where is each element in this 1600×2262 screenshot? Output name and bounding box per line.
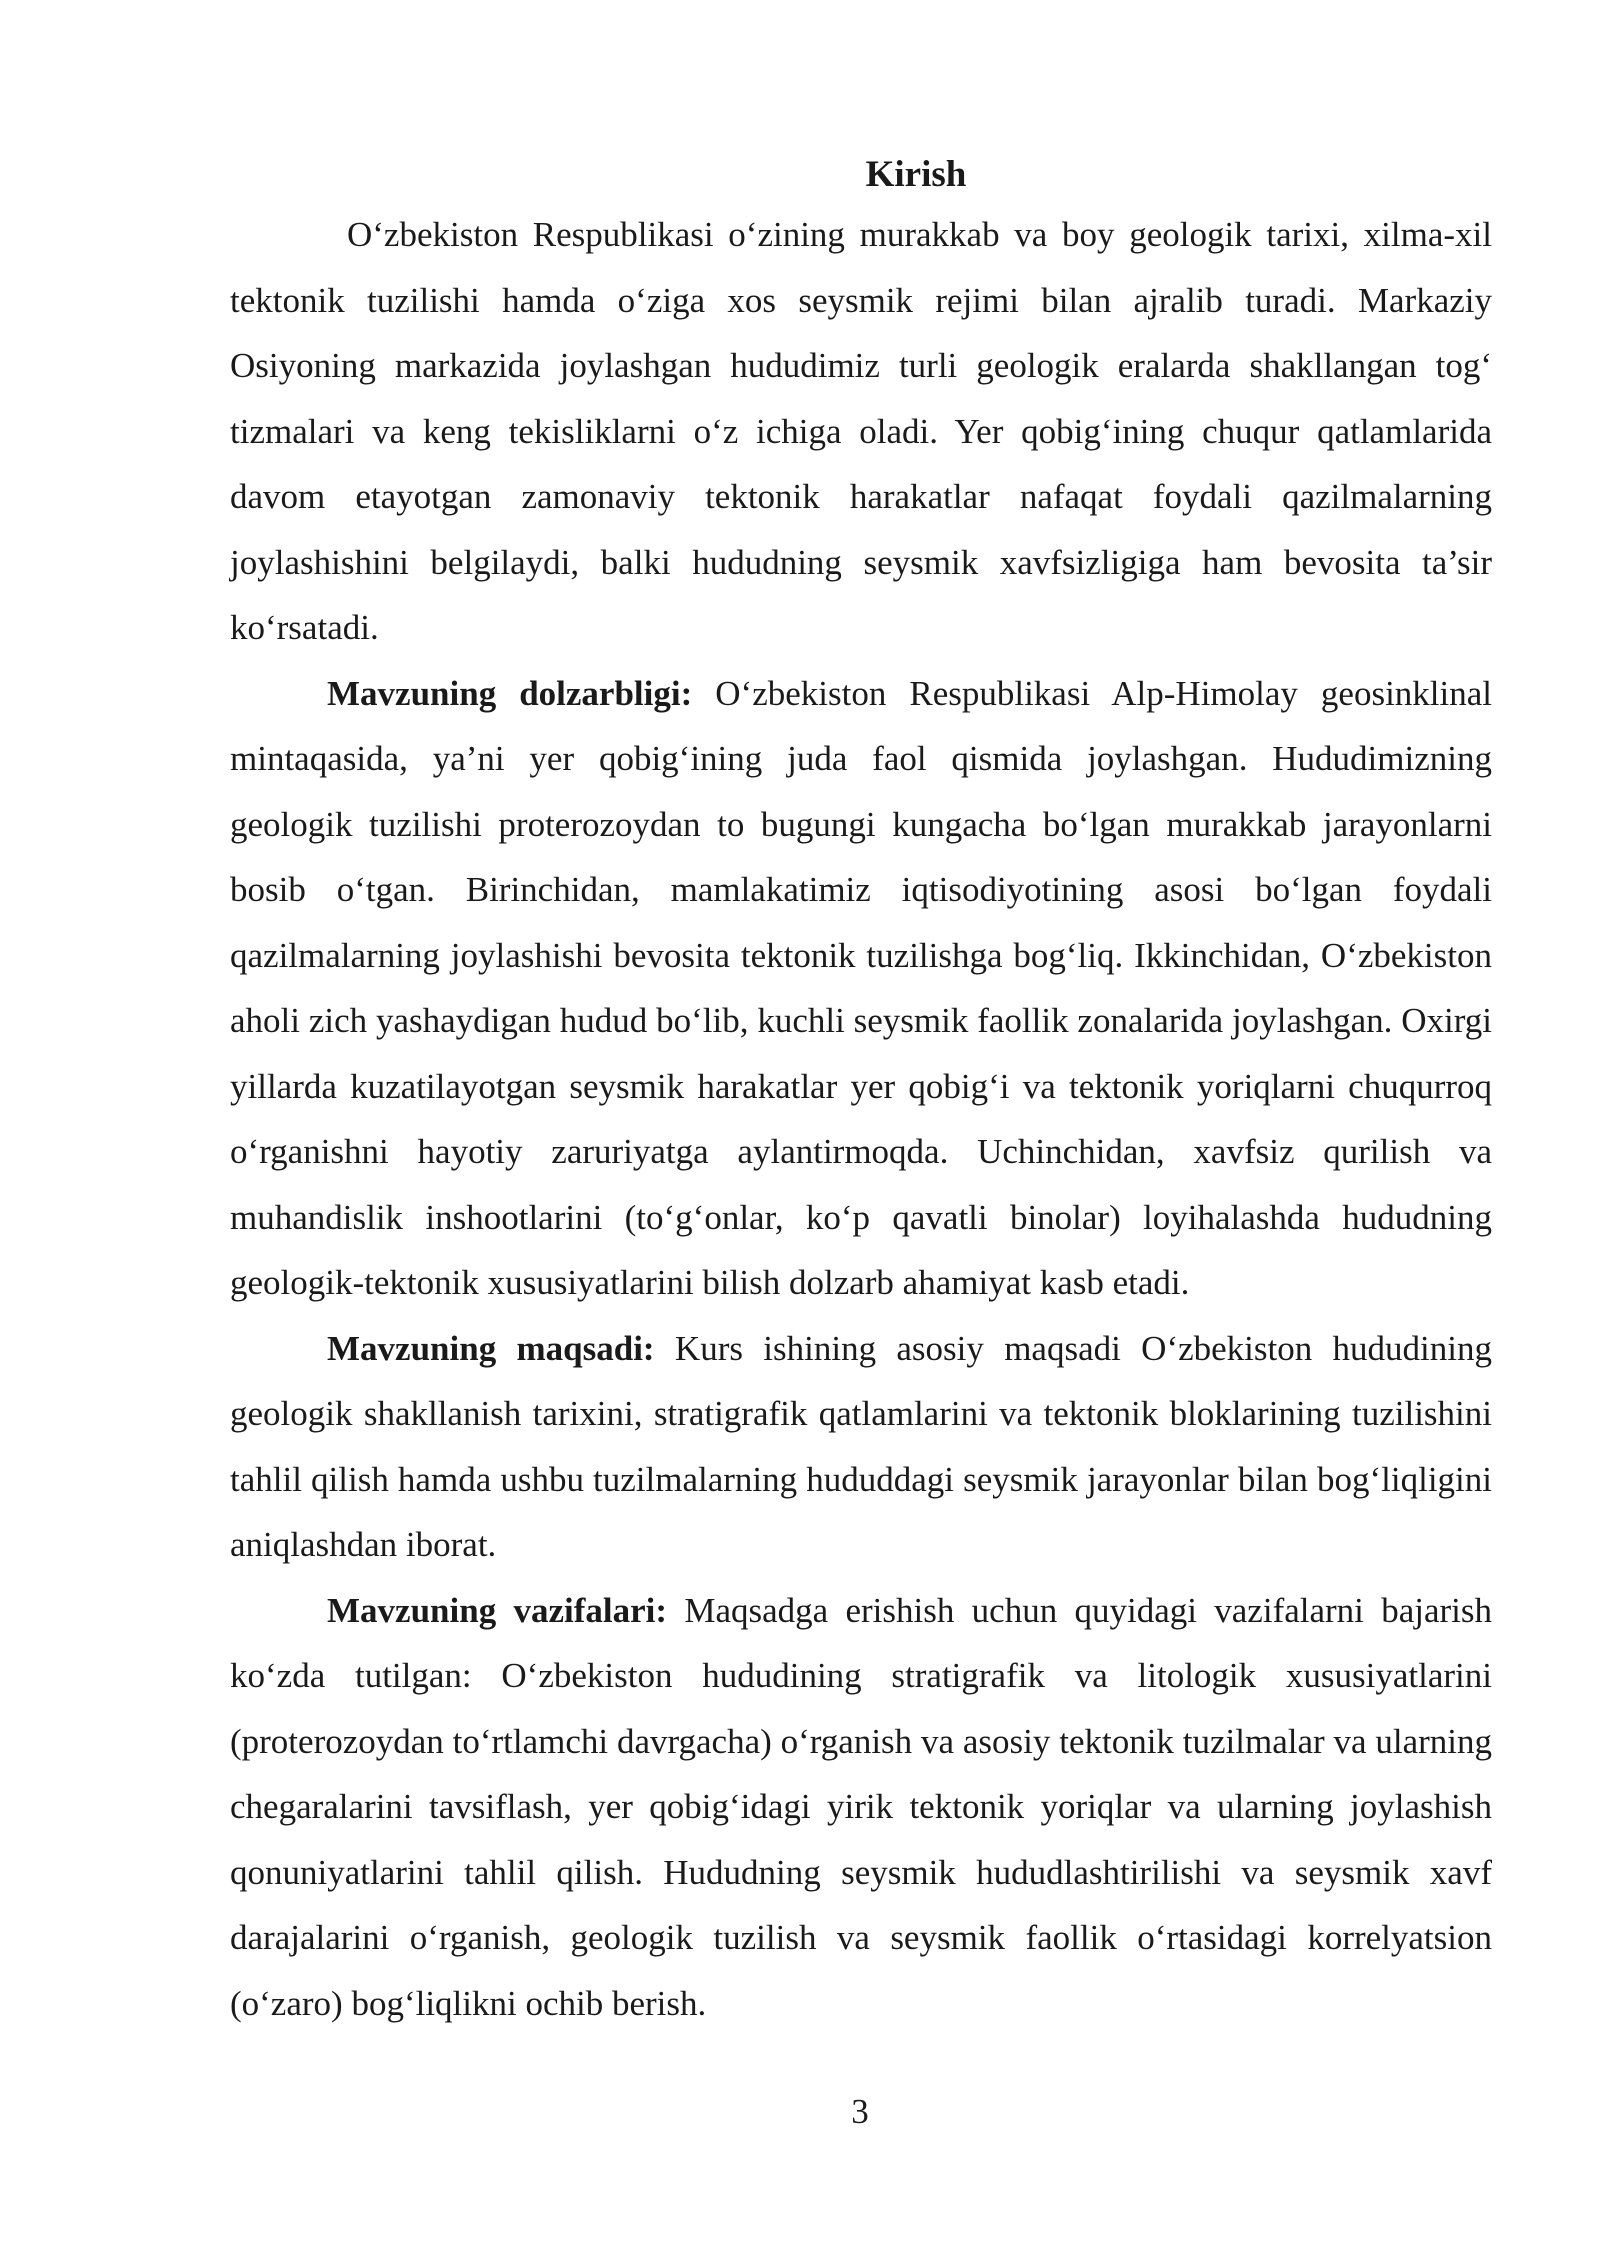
- relevance-heading: Mavzuning dolzarbligi:: [327, 673, 693, 713]
- document-page: [230, 148, 1492, 2036]
- goal-text: Kurs ishining asosiy maqsadi O‘zbekiston hududining geologik shakllanish tarixini, stratigrafik qatlamlarini va tektonik bloklarining tuzilishini tahlil qilish hamda ushbu tuzilmalarning hududdagi seysmik jarayonlar bilan bog‘liqligini aniqlashdan iborat.: [230, 1328, 1492, 1564]
- page-number: 3: [851, 2092, 869, 2131]
- goal-heading: Mavzuning maqsadi:: [327, 1328, 655, 1368]
- tasks-text: Maqsadga erishish uchun quyidagi vazifalarni bajarish ko‘zda tutilgan: O‘zbekiston hududining stratigrafik va litologik xususiyatlarini (proterozoydan to‘rtlamchi davrgacha) o‘rganish va asosiy tektonik tuzilmalar va ularning chegaralarini tavsiflash, yer qobig‘idagi yirik tektonik yoriqlar va ularning joylashish qonuniyatlarini tahlil qilish. Hududning seysmik hududlashtirilishi va seysmik xavf darajalarini o‘rganish, geologik tuzilish va seysmik faollik o‘rtasidagi korrelyatsion (o‘zaro) bog‘liqlikni ochib berish.: [230, 1590, 1492, 2023]
- intro-paragraph: O‘zbekiston Respublikasi o‘zining murakkab va boy geologik tarixi, xilma-xil tektonik tuzilishi hamda o‘ziga xos seysmik rejimi bilan ajralib turadi. Markaziy Osiyoning markazida joylashgan hududimiz turli geologik eralarda shakllangan tog‘ tizmalari va keng tekisliklarni o‘z ichiga oladi. Yer qobig‘ining chuqur qatlamlarida davom etayotgan zamonaviy tektonik harakatlar nafaqat foydali qazilmalarning joylashishini belgilaydi, balki hududning seysmik xavfsizligiga ham bevosita ta’sir ko‘rsatadi.: [230, 215, 1492, 647]
- goal-paragraph: [230, 1316, 1492, 1578]
- tasks-heading: Mavzuning vazifalari:: [327, 1590, 668, 1630]
- relevance-text: O‘zbekiston Respublikasi Alp-Himolay geosinklinal mintaqasida, ya’ni yer qobig‘ining juda faol qismida joylashgan. Hududimizning geologik tuzilishi proterozoydan to bugungi kungacha bo‘lgan murakkab jarayonlarni bosib o‘tgan. Birinchidan, mamlakatimiz iqtisodiyotining asosi bo‘lgan foydali qazilmalarning joylashishi bevosita tektonik tuzilishga bog‘liq. Ikkinchidan, O‘zbekiston aholi zich yashaydigan hudud bo‘lib, kuchli seysmik faollik zonalarida joylashgan. Oxirgi yillarda kuzatilayotgan seysmik harakatlar yer qobig‘i va tektonik yoriqlarni chuqurroq o‘rganishni hayotiy zaruriyatga aylantirmoqda. Uchinchidan, xavfsiz qurilish va muhandislik inshootlarini (to‘g‘onlar, ko‘p qavatli binolar) loyihalashda hududning geologik-tektonik xususiyatlarini bilish dolzarb ahamiyat kasb etadi.: [230, 673, 1492, 1302]
- tasks-paragraph: [230, 1578, 1492, 2037]
- relevance-paragraph: [230, 661, 1492, 1316]
- page-title: Kirish: [865, 154, 967, 195]
